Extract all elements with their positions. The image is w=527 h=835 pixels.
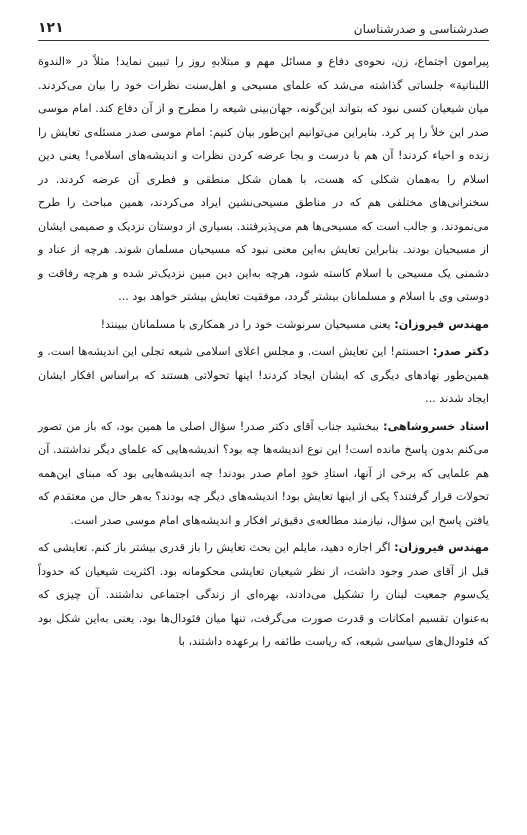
paragraph-text: احسنتم! این تعایش است. و مجلس اعلای اسلامی شیعه تجلی این اندیشه‌ها است. و همین‌طور نهادهای دیگری که ایشان ایجاد کردند! اینها تحولاتی هستند که براساس افکار ایشان ایجاد شدند ... — [38, 345, 489, 405]
paragraph — [38, 50, 489, 309]
speaker-name: مهندس فیروزان: — [394, 317, 489, 331]
paragraph-text: یعنی مسیحیان سرنوشت خود را در همکاری با مسلمانان ببینند! — [100, 317, 395, 331]
paragraph — [38, 536, 489, 654]
speaker-name: استاد خسروشاهی: — [383, 419, 489, 433]
paragraph — [38, 415, 489, 533]
running-title: صدرشناسی و صدرشناسان — [353, 22, 489, 36]
speaker-name: دکتر صدر: — [432, 345, 489, 358]
paragraph-text: پیرامون اجتماع، زن، نحوه‌ی دفاع و مسائل مهم و مبتلابهِ روز را تبیین نماید! مثلاً در «الندوة اللبنانیة» جلساتی گذاشته می‌شد که علمای مسیحی و اهل‌سنت نظرات خود را بیان می‌کردند. میان شیعیان کسی نبود که بتواند این‌گونه، جهان‌بینی شیعه را مطرح و از آن دفاع کند. امام موسی صدر این خلأ را پر کرد. بنابراین می‌توانیم این‌طور بیان کنیم: امام موسی صدر مسئله‌ی تعایش را زنده و احیاء کردند! آن هم با درست و بجا عرضه کردن نظرات و اندیشه‌های اسلامی! یعنی دین اسلام را به‌همان شکلی که هست، با همان شکل منطقی و فطری آن عرضه کردند. در سخنرانی‌های مختلفی هم که در مناطق مسیحی‌نشین ایراد می‌کردند، همین مباحث را طرح می‌نمودند. و جالب است که مسیحی‌ها هم می‌پذیرفتند. بسیاری از دوستان نزدیک و صمیمی ایشان از مسیحیان بودند. بنابراین تعایش به‌این معنی نبود که مسیحیان مسلمان شوند. هرچه از عناد و دشمنی یک مسیحی با اسلام کاسته شود، هرچه به‌این دین مبین نزدیک‌تر شده و هرچه رفاقت و دوستی وی با اسلام و مسلمانان بیشتر گردد، موفقیت تعایش بیشتر خواهد بود ... — [38, 55, 489, 303]
paragraph — [38, 313, 489, 337]
page-header — [38, 14, 489, 36]
paragraph-text: اگر اجازه دهید، مایلم این بحث تعایش را باز قدری بیشتر باز کنم. تعایشی که قبل از آقای صدر وجود داشت، از نظر شیعیان تعایشی محکومانه بود. اکثریت شیعیان که حدوداً یک‌سوم جمعیت لبنان را تشکیل می‌دادند، بهره‌ای از زندگی اجتماعی نداشتند. آن چیزی که به‌عنوان تقسیم امکانات و قدرت صورت می‌گرفت، تنها میان فئودال‌ها بود. یعنی به‌این شکل بود که فئودال‌های سیاسی شیعه، که ریاست طائفه را برعهده داشتند، با — [38, 541, 489, 648]
paragraph — [38, 340, 489, 411]
speaker-name: مهندس فیروزان: — [394, 541, 490, 554]
body-text — [38, 50, 489, 825]
page-number: ۱۲۱ — [38, 20, 64, 36]
header-rule — [38, 40, 489, 41]
paragraph-text: ببخشید جناب آقای دکتر صدر! سؤال اصلی ما همین بود، که باز من تصور می‌کنم بدون پاسخ مانده است! این نوع اندیشه‌ها چه بود؟ اندیشه‌هایی که علمای دیگر نداشتند. آن هم علمایی که برخی از آنها، استادِ خودِ امام صدر بودند! چه اندیشه‌هایی بود که مبنای این‌همه تحولات قرار گرفتند؟ یکی از اینها تعایش بود! اندیشه‌های دیگر چه بودند؟ به‌هر حال من معتقدم که یافتن پاسخ این سؤال، نیازمند مطالعه‌ی دقیق‌تر افکار و اندیشه‌های امام موسی صدر است. — [38, 419, 489, 527]
